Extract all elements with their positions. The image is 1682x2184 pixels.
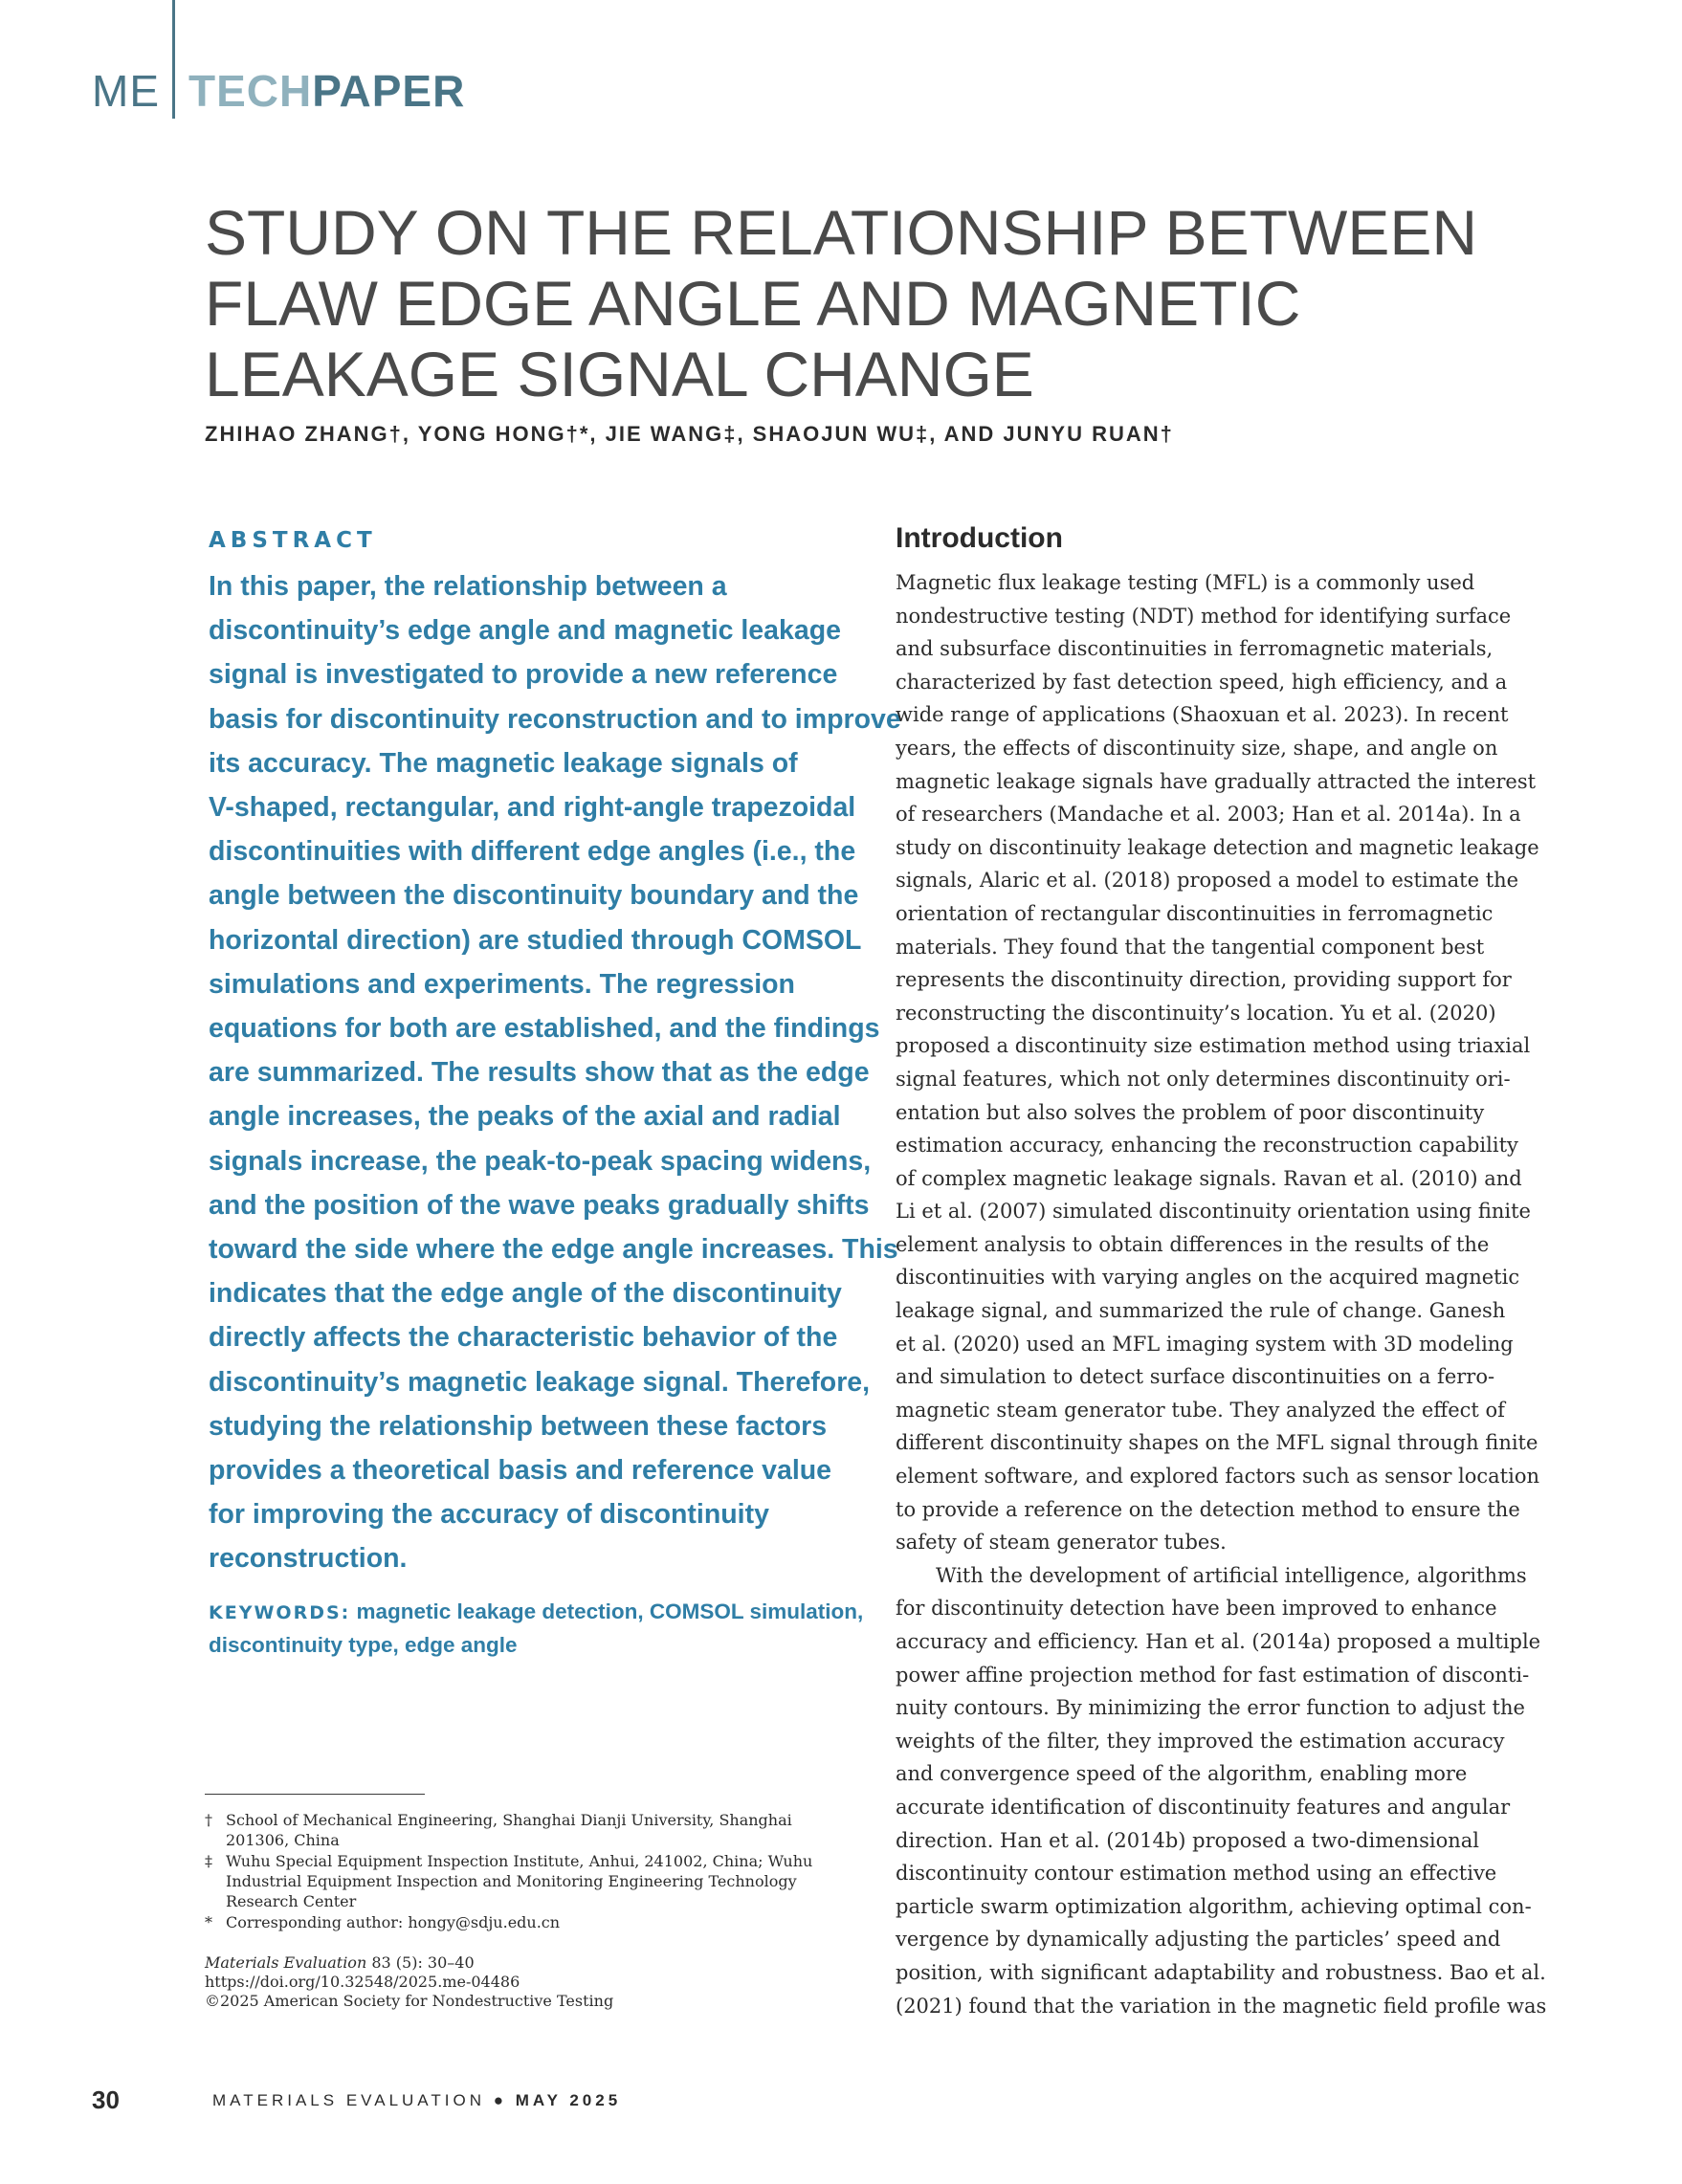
paragraph-line: element analysis to obtain differences in the results of the — [896, 1232, 1490, 1256]
header-section-techpaper — [188, 65, 465, 117]
abstract-line: its accuracy. The magnetic leakage signals of — [209, 747, 798, 779]
paragraph-line: discontinuities with varying angles on the acquired magnetic — [896, 1266, 1520, 1290]
paragraph-line: safety of steam generator tubes. — [896, 1531, 1227, 1555]
paragraph-line: vergence by dynamically adjusting the particles’ speed and — [896, 1928, 1501, 1952]
abstract-line: V-shaped, rectangular, and right-angle trapezoidal — [209, 792, 856, 824]
paragraph-line: signal features, which not only determines discontinuity ori- — [896, 1067, 1511, 1091]
title-line: LEAKAGE SIGNAL CHANGE — [205, 339, 1034, 409]
footnote-line: School of Mechanical Engineering, Shanghai Dianji University, Shanghai — [226, 1811, 792, 1829]
abstract-line: toward the side where the edge angle increases. This — [209, 1234, 898, 1266]
paragraph-line: wide range of applications (Shaoxuan et al. 2023). In recent — [896, 703, 1509, 727]
paragraph-line: magnetic leakage signals have gradually attracted the interest — [896, 769, 1537, 793]
citation-block — [205, 1953, 613, 2011]
paragraph-line: represents the discontinuity direction, providing support for — [896, 968, 1512, 992]
abstract-line: for improving the accuracy of discontinuity — [209, 1499, 769, 1531]
abstract-line: In this paper, the relationship between a — [209, 571, 727, 602]
paragraph-line: entation but also solves the problem of poor discontinuity — [896, 1100, 1485, 1124]
paragraph-line: signals, Alaric et al. (2018) proposed a model to estimate the — [896, 869, 1519, 893]
abstract-line: reconstruction. — [209, 1543, 408, 1575]
paragraph-line: and subsurface discontinuities in ferromagnetic materials, — [896, 637, 1494, 661]
keywords-label: KEYWORDS: — [209, 1602, 351, 1623]
abstract-line: signals increase, the peak-to-peak spacing widens, — [209, 1145, 872, 1177]
copyright: ©2025 American Society for Nondestructive Testing — [205, 1992, 614, 2010]
paragraph-line: et al. (2020) used an MFL imaging system with 3D modeling — [896, 1332, 1514, 1356]
footnote-line: 201306, China — [226, 1831, 340, 1849]
paragraph-line: reconstructing the discontinuity’s location. Yu et al. (2020) — [896, 1001, 1496, 1025]
header-section-me: ME — [92, 66, 160, 116]
footnote-affiliation-2 — [205, 1851, 855, 1911]
abstract-heading: ABSTRACT — [209, 528, 377, 553]
keywords-line: magnetic leakage detection, COMSOL simulation, — [356, 1599, 864, 1623]
abstract-line: directly affects the characteristic behavior of the — [209, 1322, 838, 1354]
abstract-line: are summarized. The results show that as the edge — [209, 1057, 870, 1089]
paper-title — [205, 197, 1602, 409]
paragraph-line: of researchers (Mandache et al. 2003; Han et al. 2014a). In a — [896, 803, 1521, 827]
paragraph-line: nuity contours. By minimizing the error function to adjust the — [896, 1696, 1525, 1720]
paragraph-line: materials. They found that the tangential component best — [896, 935, 1485, 959]
paragraph-line: years, the effects of discontinuity size, shape, and angle on — [896, 736, 1498, 760]
introduction-body — [896, 566, 1556, 2022]
abstract-line: provides a theoretical basis and reference value — [209, 1455, 832, 1487]
paragraph-line: (2021) found that the variation in the magnetic field profile was — [896, 1994, 1547, 2018]
paragraph-line: orientation of rectangular discontinuities in ferromagnetic — [896, 901, 1494, 925]
footnote-corresponding — [205, 1912, 855, 1932]
paragraph-line: With the development of artificial intelligence, algorithms — [936, 1563, 1527, 1587]
paragraph-line: position, with significant adaptability and robustness. Bao et al. — [896, 1960, 1546, 1984]
footnote-line: Wuhu Special Equipment Inspection Institute, Anhui, 241002, China; Wuhu — [226, 1852, 813, 1870]
paragraph-line: Li et al. (2007) simulated discontinuity orientation using finite — [896, 1200, 1531, 1224]
paragraph-line: power affine projection method for fast estimation of disconti- — [896, 1663, 1530, 1687]
abstract-line: discontinuity’s magnetic leakage signal. Therefore, — [209, 1366, 871, 1398]
footnote-symbol: * — [205, 1913, 212, 1931]
abstract-line: and the position of the wave peaks gradually shifts — [209, 1189, 870, 1221]
abstract-line: angle between the discontinuity boundary and the — [209, 880, 859, 912]
paragraph-line: leakage signal, and summarized the rule of change. Ganesh — [896, 1299, 1506, 1323]
paragraph-line: weights of the filter, they improved the estimation accuracy — [896, 1729, 1505, 1753]
paragraph-line: accurate identification of discontinuity features and angular — [896, 1795, 1511, 1819]
journal-name: Materials Evaluation — [205, 1953, 367, 1972]
abstract-line: indicates that the edge angle of the discontinuity — [209, 1278, 842, 1310]
header-tech: TECH — [188, 66, 313, 116]
abstract-line: discontinuity’s edge angle and magnetic leakage — [209, 615, 841, 647]
abstract-line: angle increases, the peaks of the axial and radial — [209, 1101, 841, 1133]
abstract-line: signal is investigated to provide a new reference — [209, 659, 838, 691]
section-heading-introduction: Introduction — [896, 522, 1063, 554]
paragraph-line: characterized by fast detection speed, high efficiency, and a — [896, 670, 1508, 694]
paragraph-line: to provide a reference on the detection method to ensure the — [896, 1497, 1520, 1521]
author-list: ZHIHAO ZHANG†, YONG HONG†*, JIE WANG‡, SHAOJUN WU‡, AND JUNYU RUAN† — [205, 422, 1174, 446]
footer-separator: ● — [485, 2091, 516, 2109]
paragraph-line: accuracy and efficiency. Han et al. (2014a) proposed a multiple — [896, 1630, 1541, 1653]
footnote-affiliation-1 — [205, 1810, 855, 1850]
footnote-rule — [205, 1794, 425, 1795]
paragraph-line: magnetic steam generator tube. They analyzed the effect of — [896, 1398, 1505, 1422]
abstract-line: basis for discontinuity reconstruction and to improve — [209, 703, 901, 735]
running-footer — [212, 2091, 621, 2110]
paragraph-line: estimation accuracy, enhancing the reconstruction capability — [896, 1134, 1518, 1158]
corresponding-author[interactable]: Corresponding author: hongy@sdju.edu.cn — [226, 1913, 561, 1931]
doi-link[interactable]: https://doi.org/10.32548/2025.me-04486 — [205, 1973, 520, 1991]
footer-journal: MATERIALS EVALUATION — [212, 2091, 485, 2109]
abstract-line: simulations and experiments. The regression — [209, 968, 795, 1000]
abstract-line: equations for both are established, and the findings — [209, 1013, 880, 1045]
abstract-line: discontinuities with different edge angles (i.e., the — [209, 836, 856, 868]
footnote-symbol: ‡ — [205, 1852, 212, 1870]
title-line: FLAW EDGE ANGLE AND MAGNETIC — [205, 268, 1301, 339]
paragraph-line: study on discontinuity leakage detection and magnetic leakage — [896, 835, 1539, 859]
header-paper: PAPER — [312, 66, 466, 116]
page-number: 30 — [92, 2085, 120, 2114]
paragraph-line: discontinuity contour estimation method using an effective — [896, 1862, 1497, 1886]
paragraph-line: and simulation to detect surface discontinuities on a ferro- — [896, 1365, 1495, 1389]
paragraph-line: and convergence speed of the algorithm, enabling more — [896, 1762, 1468, 1786]
keywords — [209, 1596, 864, 1662]
footnote-line: Industrial Equipment Inspection and Monitoring Engineering Technology — [226, 1872, 797, 1890]
footer-date: MAY 2025 — [515, 2091, 622, 2109]
paragraph-line: of complex magnetic leakage signals. Ravan et al. (2010) and — [896, 1166, 1522, 1190]
abstract-body — [209, 564, 901, 1581]
footnote-symbol: † — [205, 1811, 212, 1829]
paragraph-line: proposed a discontinuity size estimation method using triaxial — [896, 1034, 1531, 1058]
title-line: STUDY ON THE RELATIONSHIP BETWEEN — [205, 197, 1478, 268]
paragraph-line: nondestructive testing (NDT) method for identifying surface — [896, 604, 1512, 628]
paragraph-line: element software, and explored factors such as sensor location — [896, 1465, 1540, 1489]
paragraph-line: Magnetic flux leakage testing (MFL) is a commonly used — [896, 571, 1475, 594]
header-divider — [172, 0, 175, 119]
abstract-line: horizontal direction) are studied through COMSOL — [209, 924, 862, 956]
paragraph-line: for discontinuity detection have been improved to enhance — [896, 1597, 1497, 1621]
footnote-line: Research Center — [226, 1892, 357, 1910]
paragraph-line: different discontinuity shapes on the MFL signal through finite — [896, 1431, 1538, 1455]
abstract-line: studying the relationship between these factors — [209, 1410, 828, 1442]
paragraph-line: particle swarm optimization algorithm, achieving optimal con- — [896, 1894, 1532, 1918]
keywords-line: discontinuity type, edge angle — [209, 1633, 518, 1657]
journal-volume: 83 (5): 30–40 — [366, 1953, 475, 1972]
paragraph-line: direction. Han et al. (2014b) proposed a two-dimensional — [896, 1828, 1479, 1852]
